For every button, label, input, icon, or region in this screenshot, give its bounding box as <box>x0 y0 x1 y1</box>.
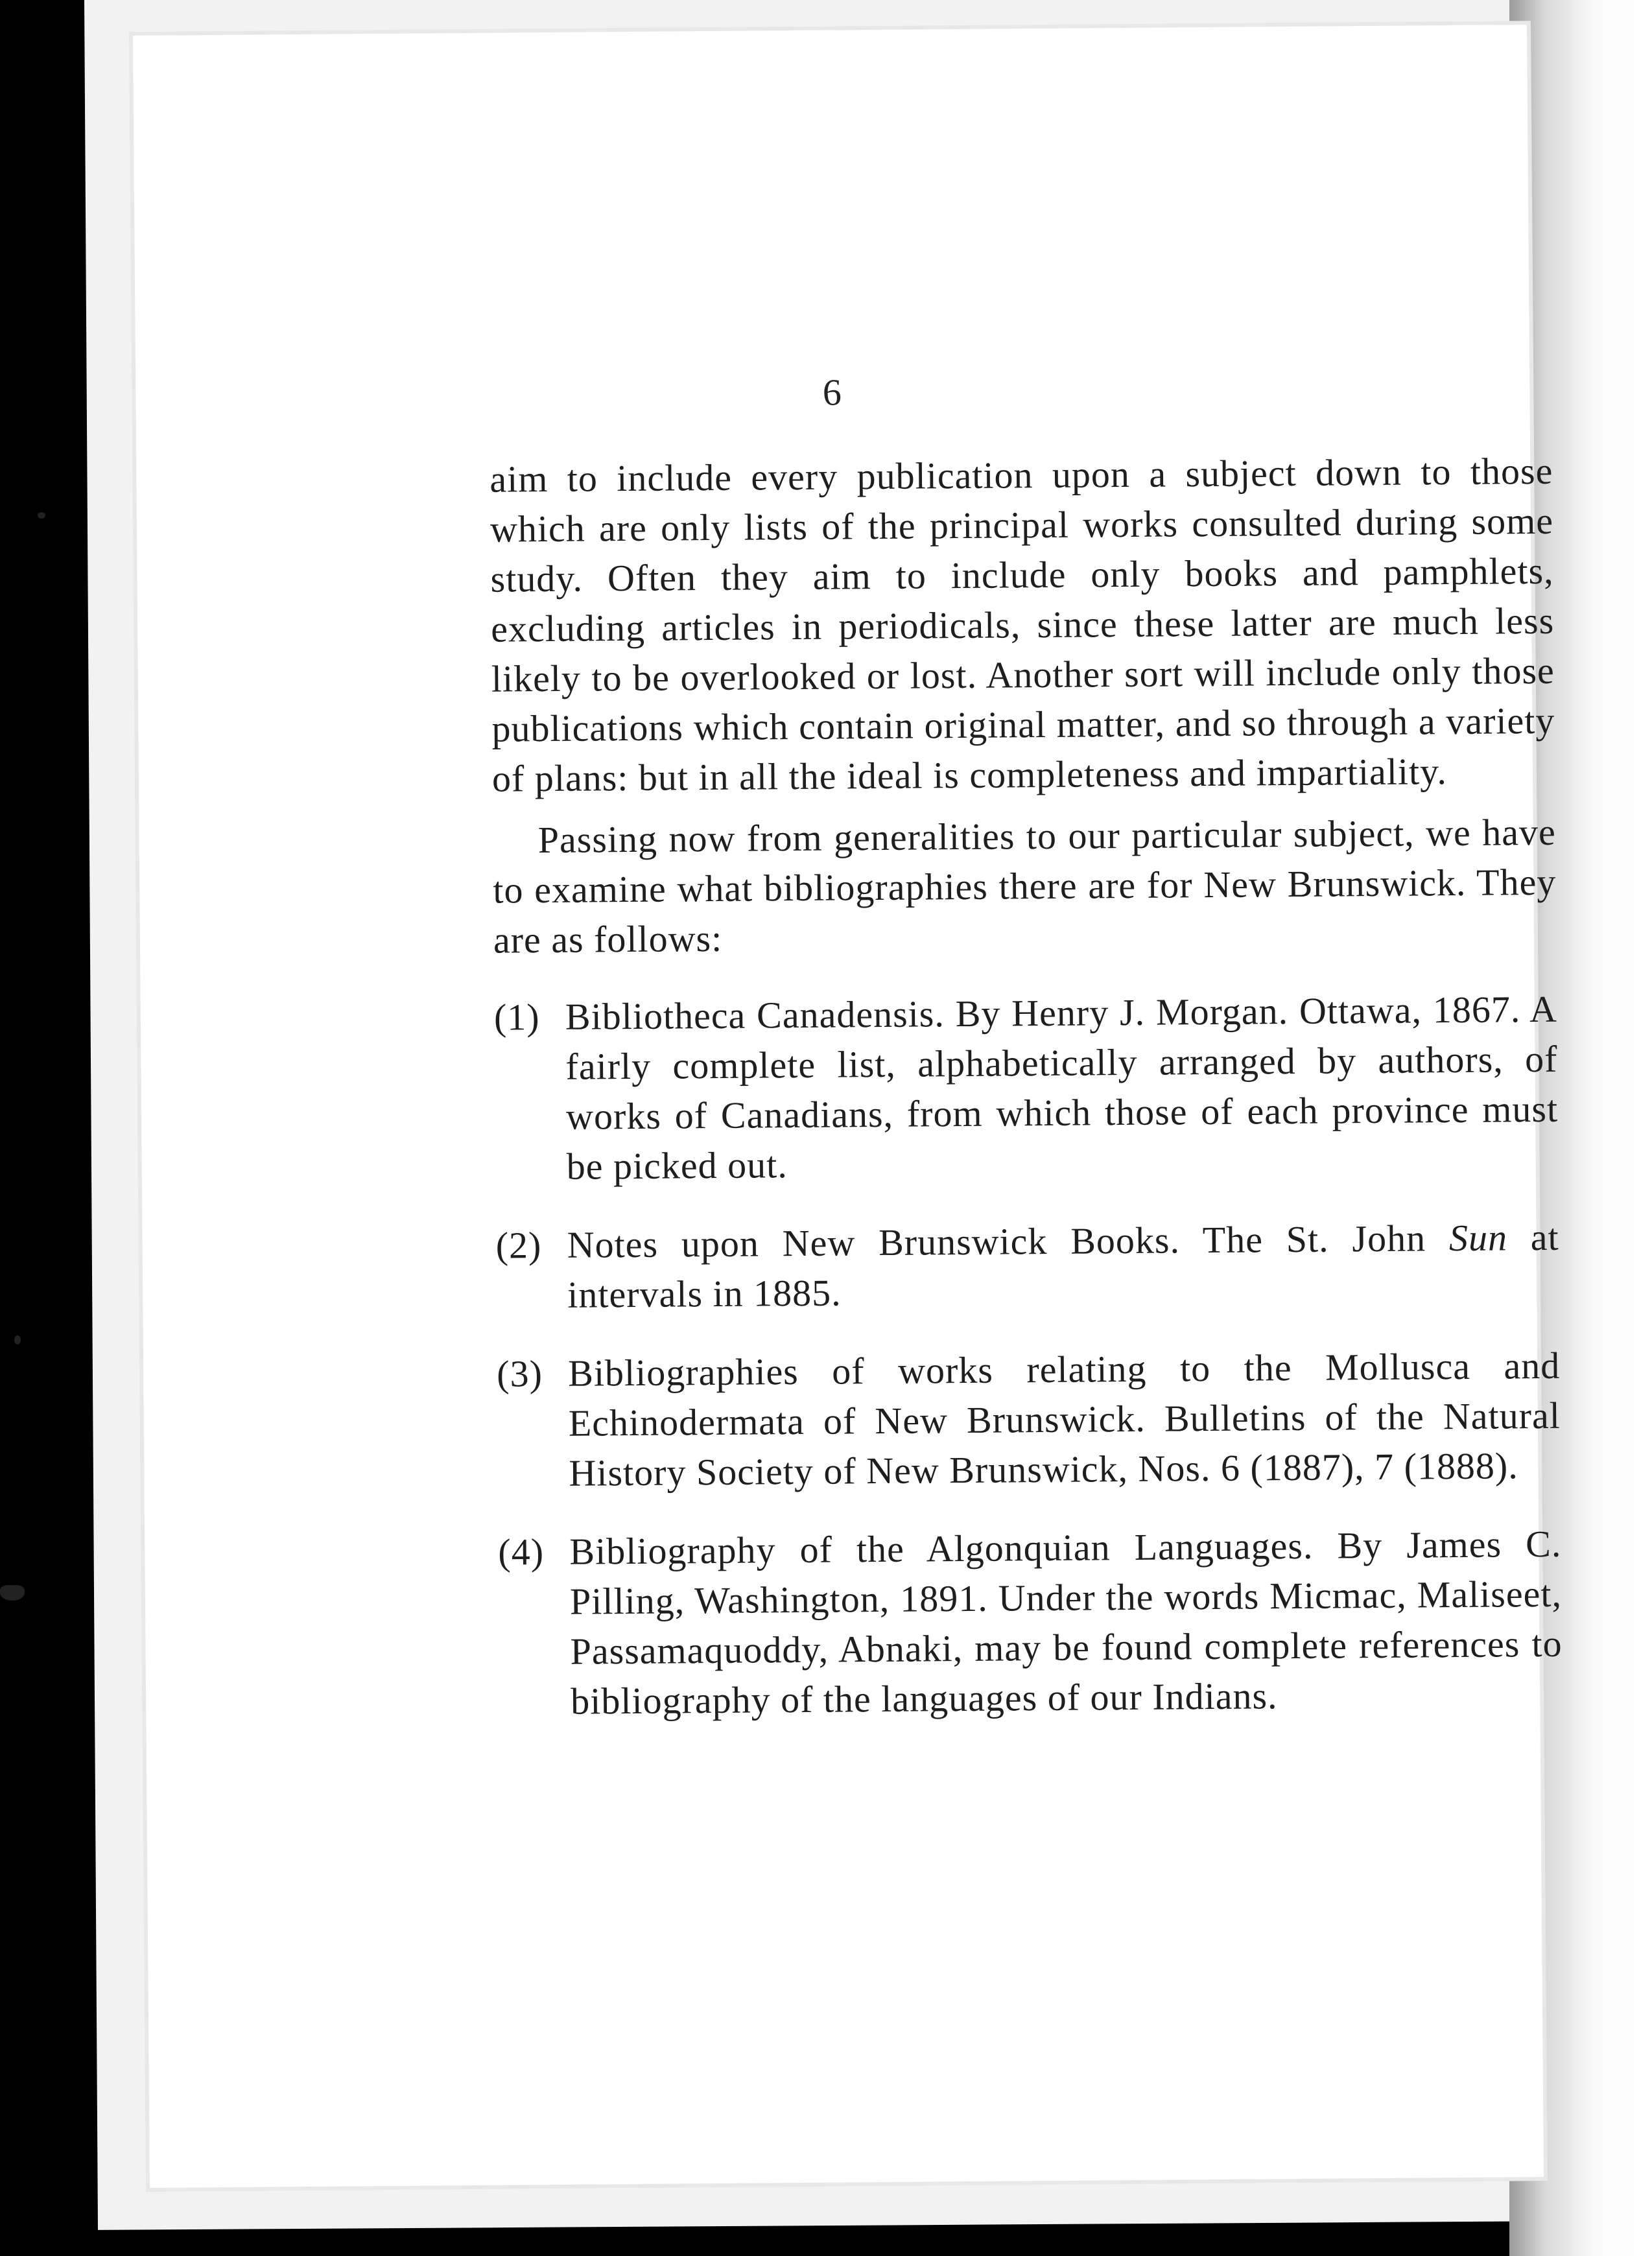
reference-list <box>494 984 1563 1727</box>
reference-text: Bibliotheca Canadensis. By Henry J. Morgan. Ottawa, 1867. A fairly complete list, alphabetically arranged by authors, of works of Canadians, from which those of each province must be picked out. <box>565 987 1559 1188</box>
scan-speck <box>38 512 45 519</box>
document-page <box>133 25 1563 2188</box>
scan-speck <box>0 1585 25 1601</box>
reference-item <box>497 1341 1561 1499</box>
reference-item <box>495 1212 1559 1321</box>
page-number: 6 <box>822 371 844 414</box>
paragraph: aim to include every publication upon a subject down to those which are only lists of the principal works consulted during some study. Often they aim to include only books and pamphlets, excluding articles in periodicals, since these latter are much less likely to be overlooked or lost. Another sort will include only those publications which contain original matter, and so through a variety of plans: but in all the ideal is completeness and impartiality. <box>490 449 1555 800</box>
reference-number: (2) <box>495 1224 542 1267</box>
reference-item <box>494 984 1559 1192</box>
body-text <box>490 446 1563 1765</box>
paragraph: Passing now from generalities to our particular subject, we have to examine what bibliographies there are for New Brunswick. They are as follows: <box>493 810 1557 961</box>
reference-text: at intervals in 1885. <box>567 1216 1559 1316</box>
reference-item <box>498 1519 1563 1727</box>
reference-number: (3) <box>496 1352 543 1395</box>
reference-text: Notes upon New Brunswick Books. The St. John <box>567 1217 1426 1266</box>
reference-italic-title: Sun <box>1448 1216 1508 1260</box>
reference-text: Bibliography of the Algonquian Languages. By James C. Pilling, Washington, 1891. Under the words Micmac, Maliseet, Passamaquoddy, Abnaki, may be found complete references to bibliography of the languages of our Indians. <box>569 1522 1563 1722</box>
scan-speck <box>14 1335 21 1345</box>
reference-number: (1) <box>493 996 540 1039</box>
reference-number: (4) <box>498 1531 545 1573</box>
reference-text: Bibliographies of works relating to the Mollusca and Echinodermata of New Brunswick. Bulletins of the Natural History Society of New Brunswick, Nos. 6 (1887), 7 (1888). <box>567 1344 1561 1494</box>
